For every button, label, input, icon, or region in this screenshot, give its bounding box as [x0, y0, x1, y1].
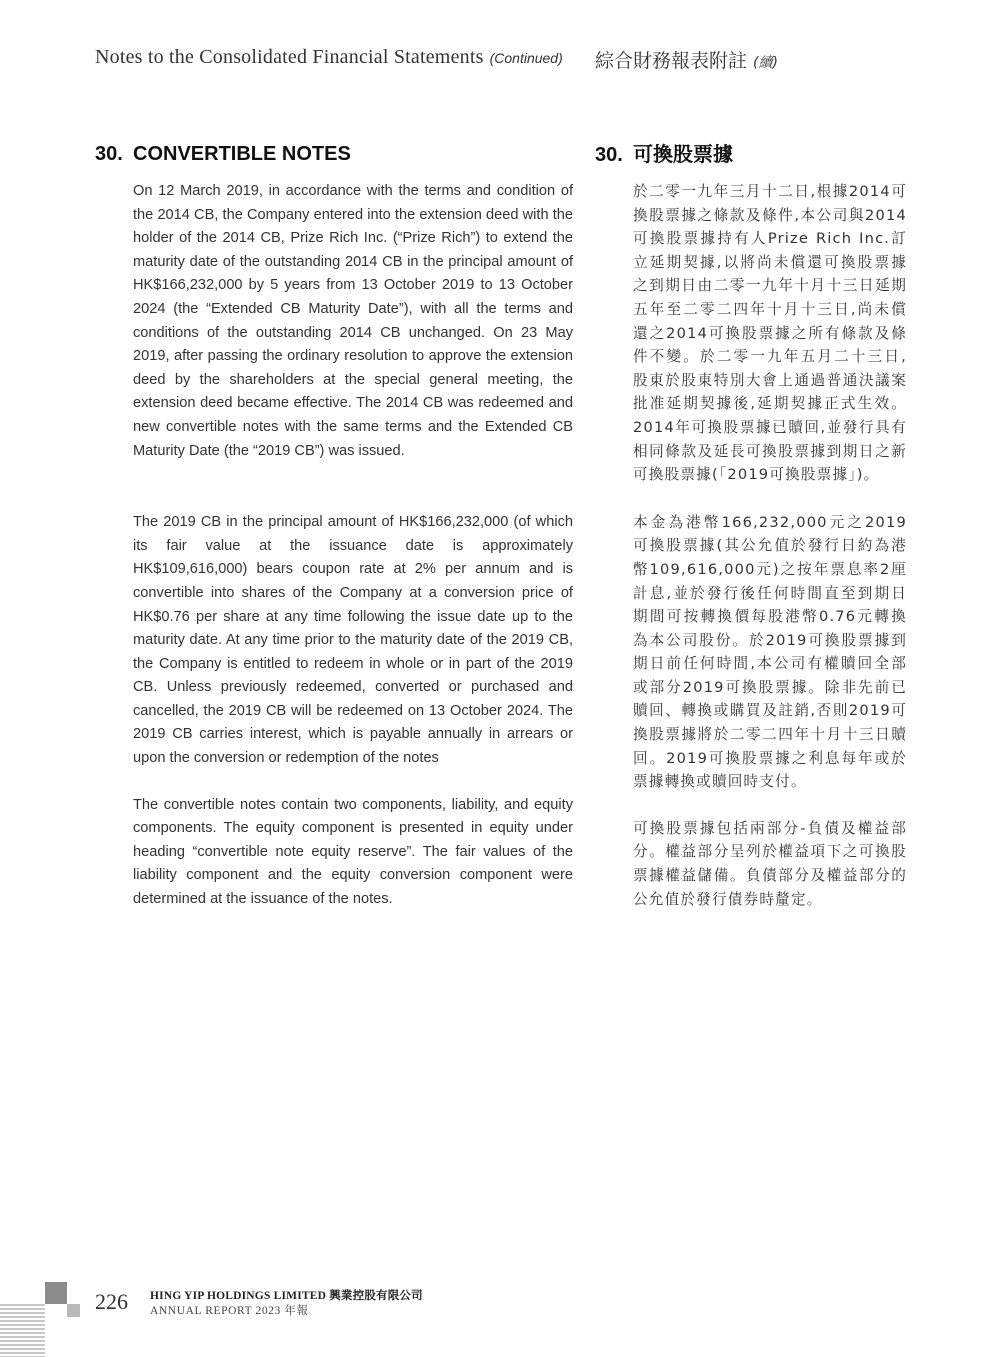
paragraph-en-1: On 12 March 2019, in accordance with the terms and condition of the 2014 CB, the Company entered into the extension deed with the holder of the 2014 CB, Prize Rich Inc. (“Prize Rich”) to extend the maturity date of the outstanding 2014 CB in the principal amount of HK$166,232,000 by 5 years from 13 October 2019 to 13 October 2024 (the “Extended CB Maturity Date”), with all the terms and conditions of the outstanding 2014 CB unchanged. On 23 May 2019, after passing the ordinary resolution to approve the extension deed by the shareholders at the special general meeting, the extension deed became effective. The 2014 CB was redeemed and new convertible notes with the same terms and the Extended CB Maturity Date (the “2019 CB”) was issued.: [133, 183, 573, 459]
paragraph-zh-1: 於二零一九年三月十二日,根據2014可換股票據之條款及條件,本公司與2014可換股票據持有人Prize Rich Inc.訂立延期契據,以將尚未償還可換股票據之到期日由二零一九年十月十三日延期五年至二零二四年十月十三日,尚未償還之2014可換股票據之所有條款及條件不變。於二零一九年五月二十三日,股東於股東特別大會上通過普通決議案批准延期契據後,延期契據正式生效。2014年可換股票據已贖回,並發行具有相同條款及延長可換股票據到期日之新可換股票據(「2019可換股票據」)。: [633, 183, 907, 484]
paragraph-zh-2: 本金為港幣166,232,000元之2019可換股票據(其公允值於發行日約為港幣109,616,000元)之按年票息率2厘計息,並於發行後任何時間直至到期日期間可按轉換價每股港幣0.76元轉換為本公司股份。於2019可換股票據到期日前任何時間,本公司有權贖回全部或部分2019可換股票據。除非先前已贖回、轉換或購買及註銷,否則2019可換股票據將於二零二四年十月十三日贖回。2019可換股票據之利息每年或於票據轉換或贖回時支付。: [633, 513, 907, 791]
chinese-column: [595, 140, 907, 926]
paragraph-zh-3: 可換股票據包括兩部分-負債及權益部分。權益部分呈列於權益項下之可換股票據權益儲備。負債部分及權益部分的公允值於發行債券時釐定。: [633, 819, 907, 908]
section-number-zh: 30.: [595, 144, 623, 166]
section-title-zh: [595, 140, 907, 180]
header-continued-zh: (續): [753, 55, 778, 71]
footer-report: ANNUAL REPORT 2023 年報: [150, 1305, 309, 1317]
section-title-en: [95, 140, 573, 180]
footer-square-dark: [45, 1282, 67, 1304]
footer-decoration: [0, 1282, 80, 1357]
section-number-en: 30.: [95, 143, 123, 165]
footer-company: HING YIP HOLDINGS LIMITED 興業控股有限公司: [150, 1290, 423, 1302]
footer-square-light: [67, 1304, 80, 1317]
footer-stripes: [0, 1304, 45, 1357]
page-header: [95, 46, 915, 76]
page-number: 226: [95, 1289, 128, 1314]
section-title-en-text: CONVERTIBLE NOTES: [133, 143, 351, 165]
paragraph-en-2: The 2019 CB in the principal amount of HK$166,232,000 (of which its fair value at the issuance date is approximately HK$109,616,000) bears coupon rate at 2% per annum and is convertible into shares of the Company at a conversion price of HK$0.76 per share at any time following the issue date up to the maturity date. At any time prior to the maturity date of the 2019 CB, the Company is entitled to redeem in whole or in part of the 2019 CB. Unless previously redeemed, converted or purchased and cancelled, the 2019 CB will be redeemed on 13 October 2024. The 2019 CB carries interest, which is payable annually in arrears or upon the conversion or redemption of the notes: [133, 514, 573, 767]
paragraph-en-3: The convertible notes contain two components, liability, and equity components. The equity component is presented in equity under heading “convertible note equity reserve”. The fair values of the liability component and the equity conversion component were determined at the issuance of the notes.: [133, 796, 573, 908]
section-title-zh-text: 可換股票據: [633, 142, 733, 166]
header-title-zh-text: 綜合財務報表附註: [595, 50, 748, 72]
header-title-zh: [595, 46, 778, 73]
header-continued-en: (Continued): [489, 50, 563, 66]
english-column: [95, 140, 573, 926]
header-title-en: Notes to the Consolidated Financial Statements: [95, 46, 484, 68]
